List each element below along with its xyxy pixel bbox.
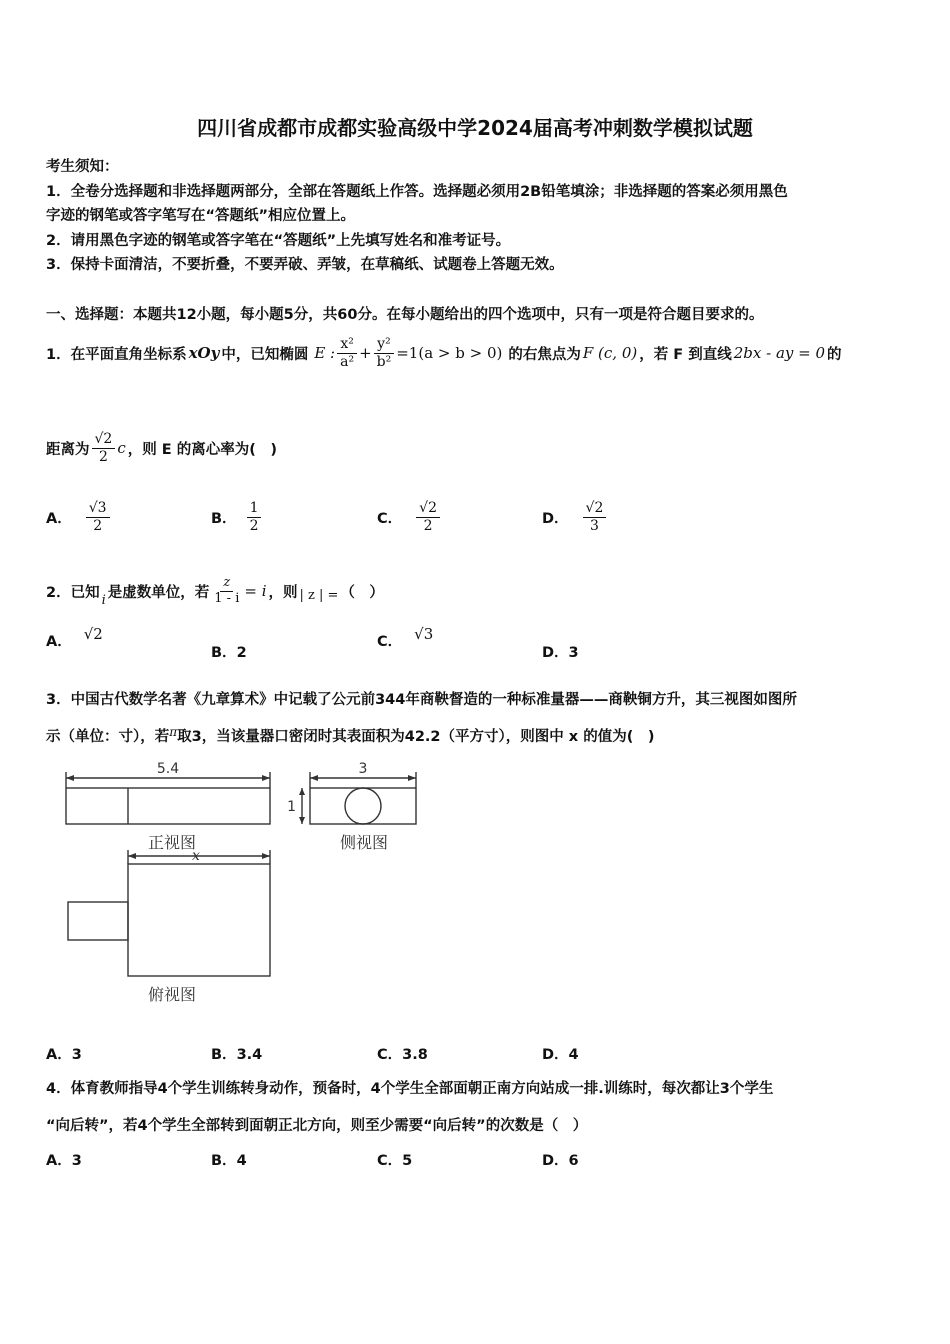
q1-line2-post: ，则 E 的离心率为( ): [127, 441, 277, 458]
top-dim-arrow-right: [262, 853, 270, 859]
option-label: D．: [542, 645, 569, 661]
top-dim-label: x: [192, 848, 200, 864]
q2-frac: [211, 576, 242, 607]
q1-a2: a²: [340, 353, 355, 370]
question-3-line-1: 3．中国古代数学名著《九章算术》中记载了公元前344年商鞅督造的一种标准量器——商鞅铜方升，其三视图如图所: [46, 692, 797, 708]
option-value: 3.8: [402, 1047, 428, 1063]
question-1-line-1: [46, 330, 842, 376]
notice-line-2: 字迹的钢笔或答字笔写在“答题纸”相应位置上。: [46, 208, 356, 224]
q4-option-c[interactable]: [377, 1149, 412, 1170]
side-height-arrow-top: [299, 788, 305, 795]
q2-mid: 是虚数单位，若: [107, 584, 210, 601]
top-view-main-rect: [128, 864, 270, 976]
option-label: A．: [46, 634, 72, 650]
option-num: √2: [583, 500, 607, 517]
q2-end: （ ）: [340, 584, 384, 601]
option-value: 3.4: [236, 1047, 263, 1063]
q1-frac-y: [374, 336, 395, 369]
q1-end: 的: [827, 346, 842, 363]
q4-option-d[interactable]: [542, 1149, 579, 1170]
option-frac: [86, 500, 110, 533]
q1-eq1: =1(a > b > 0): [396, 344, 503, 362]
q1-two: 2: [98, 448, 108, 465]
option-label: A．: [46, 510, 72, 527]
option-frac: [416, 500, 440, 533]
q1-pre: 1．在平面直角坐标系: [46, 346, 187, 363]
top-dim-arrow-left: [128, 853, 136, 859]
q2-i: i: [101, 592, 106, 608]
notice-line-1: 1．全卷分选择题和非选择题两部分，全部在答题纸上作答。选择题必须用2B铅笔填涂；非选择题的答案必须用黑色: [46, 184, 788, 200]
option-num: √2: [416, 500, 440, 517]
option-label: B．: [211, 1047, 237, 1063]
q3-line2-post: 取3，当该量器口密闭时其表面积为42.2（平方寸），则图中 x 的值为( ): [177, 729, 655, 745]
q2-option-d[interactable]: [542, 641, 579, 662]
q2-option-b[interactable]: [211, 641, 247, 662]
front-view-rect: [66, 788, 270, 824]
option-num: 1: [247, 500, 262, 517]
option-den: 2: [249, 517, 259, 534]
notice-line-4: 3．保持卡面清洁，不要折叠，不要弄破、弄皱，在草稿纸、试题卷上答题无效。: [46, 257, 564, 273]
side-height-arrow-bottom: [299, 817, 305, 824]
section-heading: 一、选择题：本题共12小题，每小题5分，共60分。在每小题给出的四个选项中，只有一项是符合题目要求的。: [46, 307, 764, 323]
q3-line2-pre: 示（单位：寸），若: [46, 729, 170, 745]
front-view-label: 正视图: [147, 833, 197, 852]
option-value: 3: [71, 1047, 82, 1063]
option-value: 5: [402, 1153, 413, 1169]
q1-line-text: ，若 F 到直线: [639, 346, 732, 363]
q1-b2: b²: [376, 353, 392, 370]
option-frac: [583, 500, 607, 533]
q2-option-c[interactable]: [377, 625, 434, 651]
top-view-handle-rect: [68, 902, 128, 940]
option-label: D．: [542, 1047, 569, 1063]
side-view-rect: [310, 788, 416, 824]
q3-option-d[interactable]: [542, 1043, 579, 1064]
option-label: C．: [377, 1047, 403, 1063]
q1-mid: 中，已知椭圆: [221, 346, 309, 363]
q3-option-b[interactable]: [211, 1043, 262, 1064]
q1-focus-text: 的右焦点为: [508, 346, 581, 363]
option-num: √3: [86, 500, 110, 517]
three-view-figure: [56, 756, 426, 1016]
q1-xoy: xOy: [188, 344, 220, 362]
front-dim-arrow-left: [66, 775, 74, 781]
side-dim-arrow-right: [408, 775, 416, 781]
side-dim-arrow-left: [310, 775, 318, 781]
option-label: A．: [46, 1153, 72, 1169]
q2-option-a[interactable]: [46, 625, 103, 651]
option-den: 2: [423, 517, 433, 534]
side-view-label: 侧视图: [339, 833, 389, 852]
top-view-label: 俯视图: [147, 985, 197, 1004]
option-value: 4: [568, 1047, 579, 1063]
option-label: D．: [542, 1153, 569, 1169]
q3-option-c[interactable]: [377, 1043, 428, 1064]
q4-option-b[interactable]: [211, 1149, 247, 1170]
q1-y2: y²: [374, 336, 394, 353]
q1-sqrt2: √2: [92, 431, 116, 448]
option-label: A．: [46, 1047, 72, 1063]
option-value: 3: [568, 645, 579, 661]
option-den: 2: [93, 517, 103, 534]
q2-z: z: [220, 576, 233, 592]
option-label: C．: [377, 510, 403, 527]
q3-option-a[interactable]: [46, 1043, 82, 1064]
option-label: C．: [377, 1153, 403, 1169]
question-3-line-2: [46, 725, 654, 746]
option-value: 4: [236, 1153, 247, 1169]
q1-ellipse-e: E :: [314, 344, 336, 362]
question-4-line-1: 4．体育教师指导4个学生训练转身动作，预备时，4个学生全部面朝正南方向站成一排.训练时，每次都让3个学生: [46, 1081, 774, 1097]
q2-then: ，则: [268, 584, 298, 601]
option-value: √3: [414, 625, 434, 643]
q1-plus: +: [359, 344, 372, 362]
q1-x2: x²: [337, 336, 357, 353]
q1-c: c: [117, 439, 126, 457]
question-4-line-2: “向后转”，若4个学生全部转到面朝正北方向，则至少需要“向后转”的次数是（ ）: [46, 1118, 588, 1134]
notice-line-3: 2．请用黑色字迹的钢笔或答字笔在“答题纸”上先填写姓名和准考证号。: [46, 233, 511, 249]
q2-pre: 2．已知: [46, 584, 100, 601]
q2-den: 1 - i: [214, 590, 240, 606]
option-label: C．: [377, 634, 403, 650]
q2-absz: | z | =: [299, 587, 339, 603]
q1-line2-pre: 距离为: [46, 441, 90, 458]
front-dim-label: 5.4: [156, 761, 180, 777]
option-label: B．: [211, 1153, 237, 1169]
q1-distance-frac: [92, 431, 116, 464]
q1-frac-x: [337, 336, 357, 369]
option-value: 2: [236, 645, 247, 661]
q1-option-c[interactable]: [377, 492, 440, 542]
q4-option-a[interactable]: [46, 1149, 82, 1170]
side-dim-label: 3: [358, 761, 368, 777]
option-label: B．: [211, 645, 237, 661]
q3-pi: π: [169, 724, 178, 739]
q2-eq: = i: [244, 582, 267, 600]
question-2: [46, 570, 384, 612]
option-label: D．: [542, 510, 569, 527]
option-label: B．: [211, 510, 237, 527]
option-value: 3: [71, 1153, 82, 1169]
option-den: 3: [590, 517, 599, 534]
q1-option-a[interactable]: [46, 492, 110, 542]
q1-option-d[interactable]: [542, 492, 606, 542]
page-title: 四川省成都市成都实验高级中学2024届高考冲刺数学模拟试题: [197, 116, 753, 140]
q1-option-b[interactable]: [211, 492, 261, 542]
side-height-label: 1: [287, 799, 296, 815]
notice-heading: 考生须知：: [46, 159, 119, 175]
option-value: 6: [568, 1153, 579, 1169]
front-dim-arrow-right: [262, 775, 270, 781]
option-value: √2: [83, 625, 103, 643]
side-view-circle: [345, 788, 381, 824]
question-1-line-2: [46, 426, 277, 470]
option-frac: [247, 500, 262, 533]
q1-focus: F (c, 0): [582, 344, 638, 362]
q1-line-eq: 2bx - ay = 0: [733, 344, 826, 362]
